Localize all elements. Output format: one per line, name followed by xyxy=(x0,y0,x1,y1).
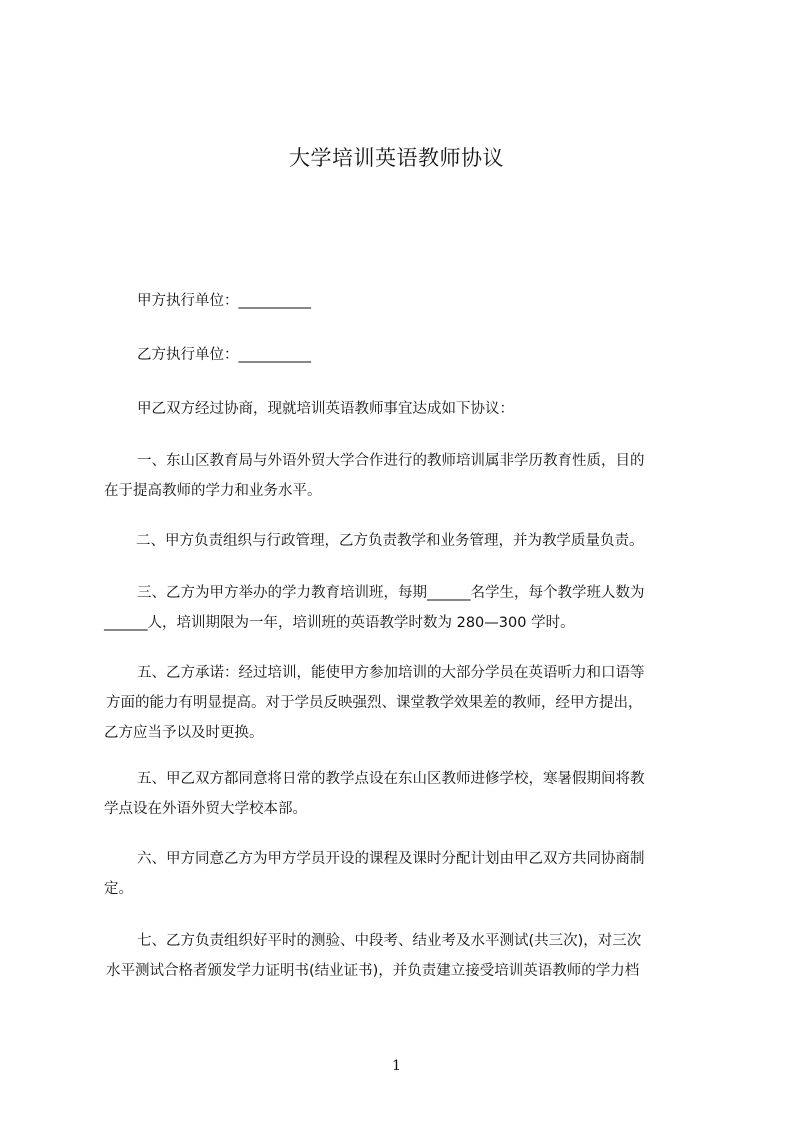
clause-line: 定。 xyxy=(104,881,133,897)
party-a-text: 甲方执行单位：__________ xyxy=(137,293,311,309)
clause-line: 六、甲方同意乙方为甲方学员开设的课程及课时分配计划由甲乙双方共同协商制 xyxy=(137,851,645,867)
clause-line: 二、甲方负责组织与行政管理，乙方负责教学和业务管理，并为教学质量负责。 xyxy=(136,533,644,549)
clause-7 xyxy=(104,926,700,986)
clause-5 xyxy=(104,764,700,824)
party-a-line xyxy=(104,286,700,316)
clause-2 xyxy=(104,526,700,556)
clause-1 xyxy=(104,446,700,506)
page-number: 1 xyxy=(392,1058,401,1074)
party-b-line xyxy=(104,340,700,370)
clause-line: 乙方应当予以及时更换。 xyxy=(104,725,264,741)
clause-line: ______人，培训期限为一年，培训班的英语教学时数为 280—300 学时。 xyxy=(104,615,575,631)
clause-line: 水平测试合格者颁发学力证明书(结业证书)，并负责建立接受培训英语教师的学力档 xyxy=(106,963,640,979)
clause-line: 方面的能力有明显提高。对于学员反映强烈、课堂教学效果差的教师，经甲方提出， xyxy=(106,695,643,711)
document-title: 大学培训英语教师协议 xyxy=(289,146,504,170)
clause-line: 七、乙方负责组织好平时的测验、中段考、结业考及水平测试(共三次)，对三次 xyxy=(137,933,642,949)
clause-4 xyxy=(104,658,700,748)
intro-paragraph xyxy=(104,394,700,424)
clause-line: 五、甲乙双方都同意将日常的教学点设在东山区教师进修学校，寒暑假期间将教 xyxy=(137,771,645,787)
clause-line: 在于提高教师的学力和业务水平。 xyxy=(104,483,322,499)
clause-line: 三、乙方为甲方举办的学力教育培训班，每期______名学生，每个教学班人数为 xyxy=(137,585,645,601)
party-b-text: 乙方执行单位：__________ xyxy=(137,347,311,363)
intro-text: 甲乙双方经过协商，现就培训英语教师事宜达成如下协议： xyxy=(137,401,514,417)
clause-line: 五、乙方承诺：经过培训，能使甲方参加培训的大部分学员在英语听力和口语等 xyxy=(137,665,645,681)
clause-line: 一、东山区教育局与外语外贸大学合作进行的教师培训属非学历教育性质，目的 xyxy=(137,453,645,469)
clause-line: 学点设在外语外贸大学校本部。 xyxy=(104,801,307,817)
clause-6 xyxy=(104,844,700,904)
clause-3 xyxy=(104,578,700,638)
